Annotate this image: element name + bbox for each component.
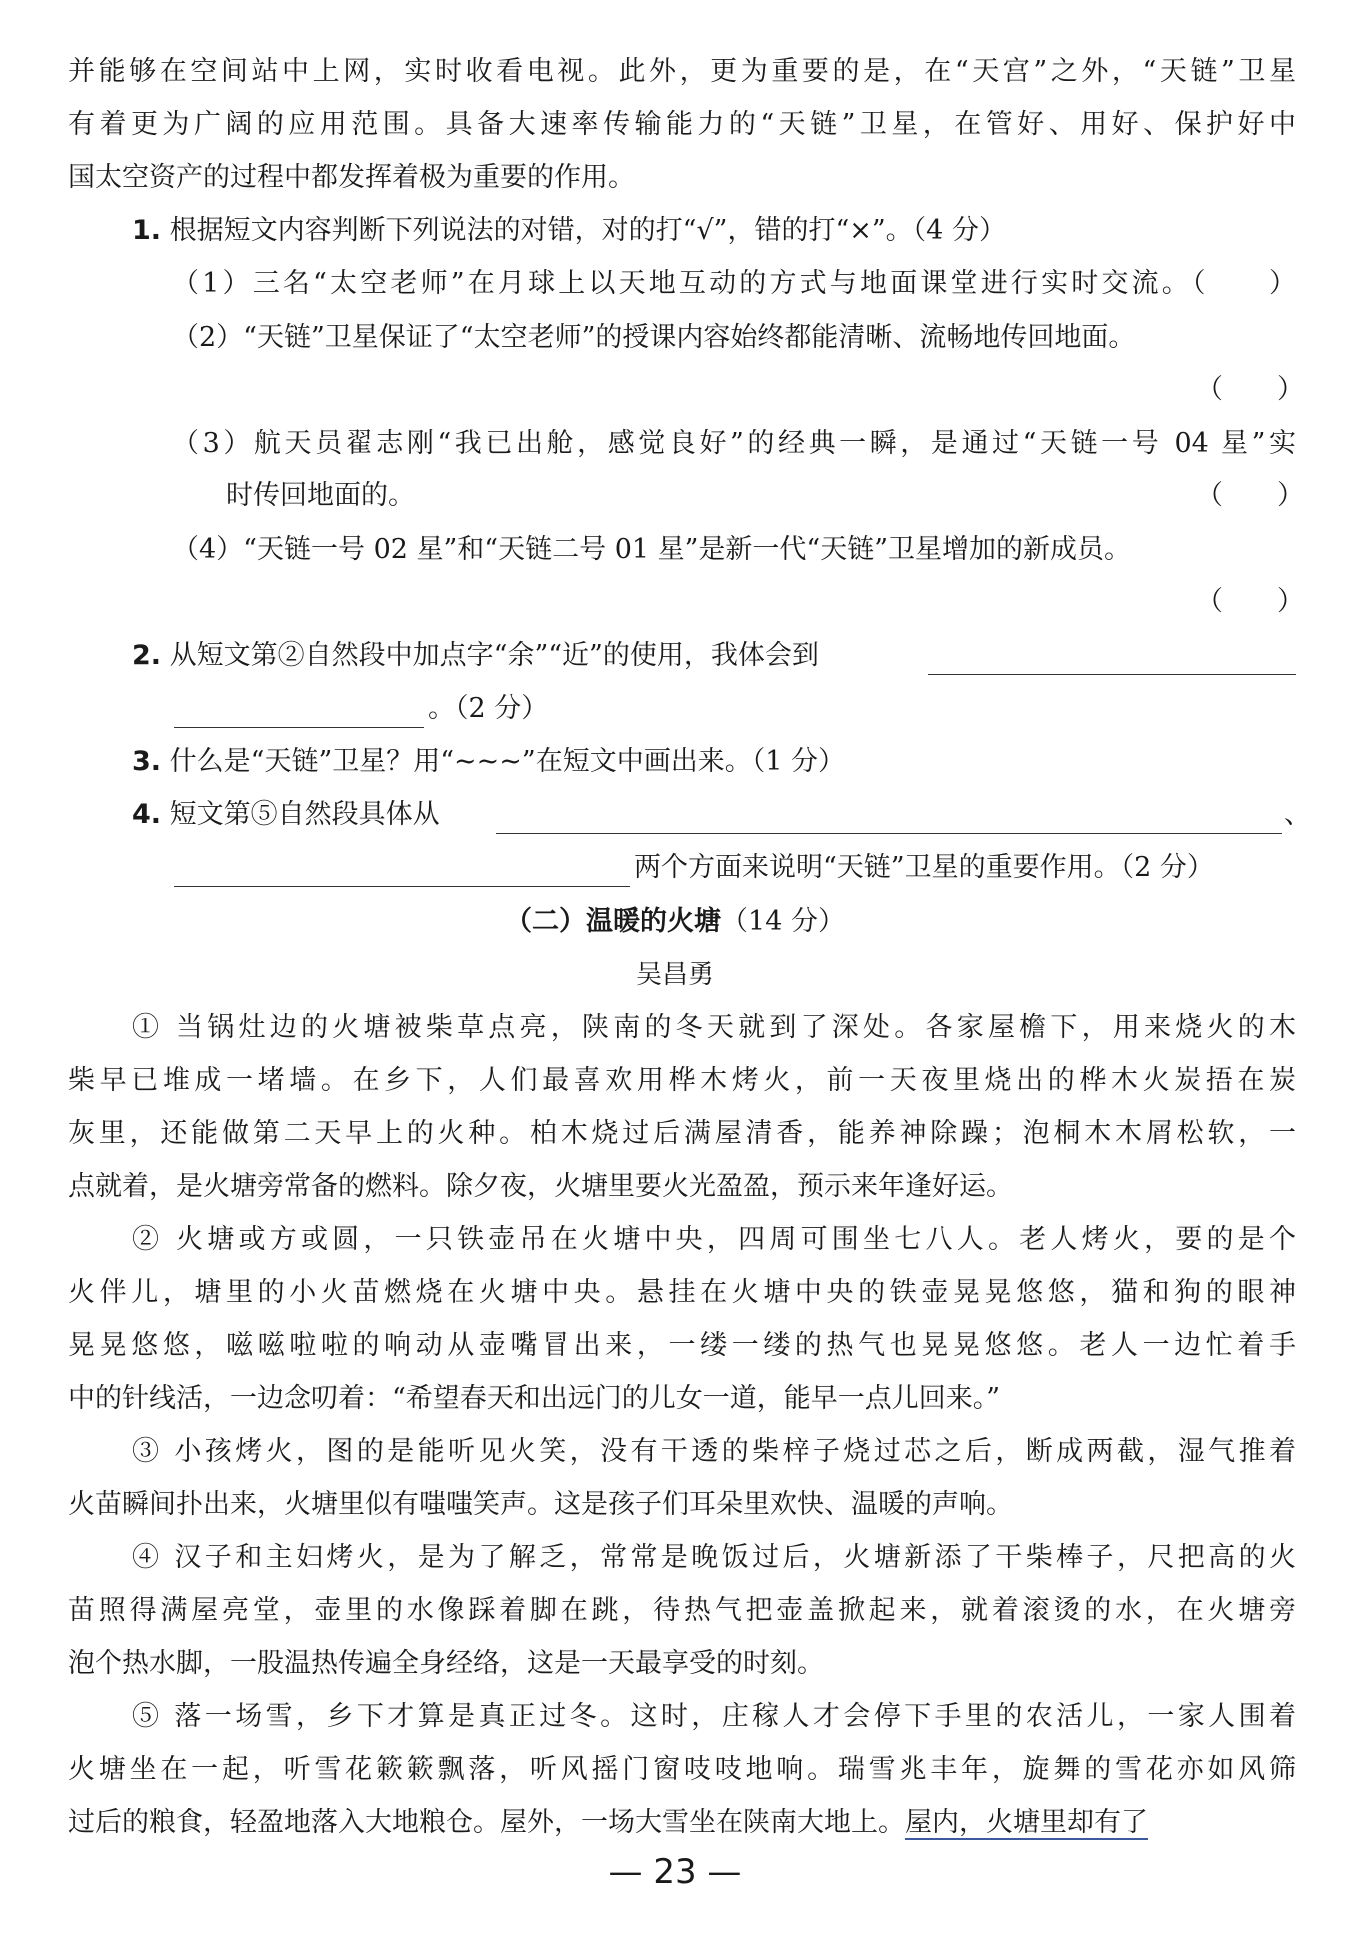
passage-line: 火苗瞬间扑出来，火塘里似有嗤嗤笑声。这是孩子们耳朵里欢快、温暖的声响。 [68,1489,1013,1520]
separator: 、 [1284,799,1311,830]
passage-line: ⑤ 落一场雪，乡下才算是真正过冬。这时，庄稼人才会停下手里的农活儿，一家人围着 [132,1701,1296,1732]
answer-parentheses[interactable]: （ ） [1196,586,1304,617]
q1-item-4: （4）“天链一号 02 星”和“天链二号 01 星”是新一代“天链”卫星增加的新成员。 [172,534,1132,565]
question-3 [132,742,845,782]
intro-line: 并能够在空间站中上网，实时收看电视。此外，更为重要的是，在“天宫”之外，“天链”卫星 [68,56,1296,87]
intro-line: 国太空资产的过程中都发挥着极为重要的作用。 [68,162,635,193]
q4-tail: 两个方面来说明“天链”卫星的重要作用。（2 分） [634,852,1214,883]
passage-line: 火塘坐在一起，听雪花簌簌飘落，听风摇门窗吱吱地响。瑞雪兆丰年，旋舞的雪花亦如风筛 [68,1754,1296,1785]
answer-parentheses[interactable]: （ ） [1196,374,1304,405]
answer-blank[interactable] [496,833,1282,834]
question-number: 2. [132,640,162,671]
passage-line: 泡个热水脚，一股温热传遍全身经络，这是一天最享受的时刻。 [68,1648,824,1679]
page-number: — 23 — [608,1852,742,1892]
passage-text: 过后的粮食，轻盈地落入大地粮仓。屋外，一场大雪坐在陕南大地上。 [68,1807,905,1838]
answer-blank[interactable] [174,727,424,728]
wavy-underlined-text: 屋内，火塘里却有了 [905,1807,1148,1838]
answer-blank[interactable] [174,886,630,887]
question-number: 4. [132,799,162,830]
question-4 [132,795,440,835]
q2-tail: 。（2 分） [428,693,549,724]
question-text: 短文第⑤自然段具体从 [169,799,440,830]
passage-line: ③ 小孩烤火，图的是能听见火笑，没有干透的柴梓子烧过芯之后，断成两截，湿气推着 [132,1436,1296,1467]
answer-parentheses[interactable]: （ ） [1196,480,1304,511]
passage-line: ② 火塘或方或圆，一只铁壶吊在火塘中央，四周可围坐七八人。老人烤火，要的是个 [132,1224,1296,1255]
author: 吴昌勇 [635,960,714,990]
passage-line: 灰里，还能做第二天早上的火种。柏木烧过后满屋清香，能养神除躁；泡桐木木屑松软，一 [68,1118,1296,1149]
q1-item-3: （3）航天员翟志刚“我已出舱，感觉良好”的经典一瞬，是通过“天链一号 04 星”实 [172,428,1296,459]
passage-line: 晃晃悠悠，嗞嗞啦啦的响动从壶嘴冒出来，一缕一缕的热气也晃晃悠悠。老人一边忙着手 [68,1330,1296,1361]
question-text: 根据短文内容判断下列说法的对错，对的打“√”，错的打“×”。（4 分） [169,215,1006,246]
section-score: （14 分） [721,906,845,937]
passage-line: 中的针线活，一边念叨着：“希望春天和出远门的儿女一道，能早一点儿回来。” [68,1383,1001,1414]
answer-blank[interactable] [928,674,1296,675]
q1-item-2: （2）“天链”卫星保证了“太空老师”的授课内容始终都能清晰、流畅地传回地面。 [172,322,1136,353]
question-2 [132,636,819,676]
passage-line: 柴早已堆成一堵墙。在乡下，人们最喜欢用桦木烤火，前一天夜里烧出的桦木火炭捂在炭 [68,1065,1296,1096]
question-1 [132,211,1006,251]
intro-line: 有着更为广阔的应用范围。具备大速率传输能力的“天链”卫星，在管好、用好、保护好中 [68,109,1296,140]
question-number: 3. [132,746,162,777]
passage-line: ④ 汉子和主妇烤火，是为了解乏，常常是晚饭过后，火塘新添了干柴棒子，尺把高的火 [132,1542,1296,1573]
section-title [0,902,1350,942]
passage-line: ① 当锅灶边的火塘被柴草点亮，陕南的冬天就到了深处。各家屋檐下，用来烧火的木 [132,1012,1296,1043]
question-text: 什么是“天链”卫星？用“~~~”在短文中画出来。（1 分） [169,746,845,777]
passage-line: 苗照得满屋亮堂，壶里的水像踩着脚在跳，待热气把壶盖掀起来，就着滚烫的水，在火塘旁 [68,1595,1296,1626]
passage-line: 火伴儿，塘里的小火苗燃烧在火塘中央。悬挂在火塘中央的铁壶晃晃悠悠，猫和狗的眼神 [68,1277,1296,1308]
passage-line-last [68,1803,1296,1843]
passage-line: 点就着，是火塘旁常备的燃料。除夕夜，火塘里要火光盈盈，预示来年逢好运。 [68,1171,1013,1202]
section-title-text: （二）温暖的火塘 [505,906,722,937]
q1-item-1: （1）三名“太空老师”在月球上以天地互动的方式与地面课堂进行实时交流。（ ） [172,268,1296,299]
question-number: 1. [132,215,162,246]
question-text: 从短文第②自然段中加点字“余”“近”的使用，我体会到 [169,640,819,671]
q1-item-3-cont: 时传回地面的。 [226,480,415,511]
